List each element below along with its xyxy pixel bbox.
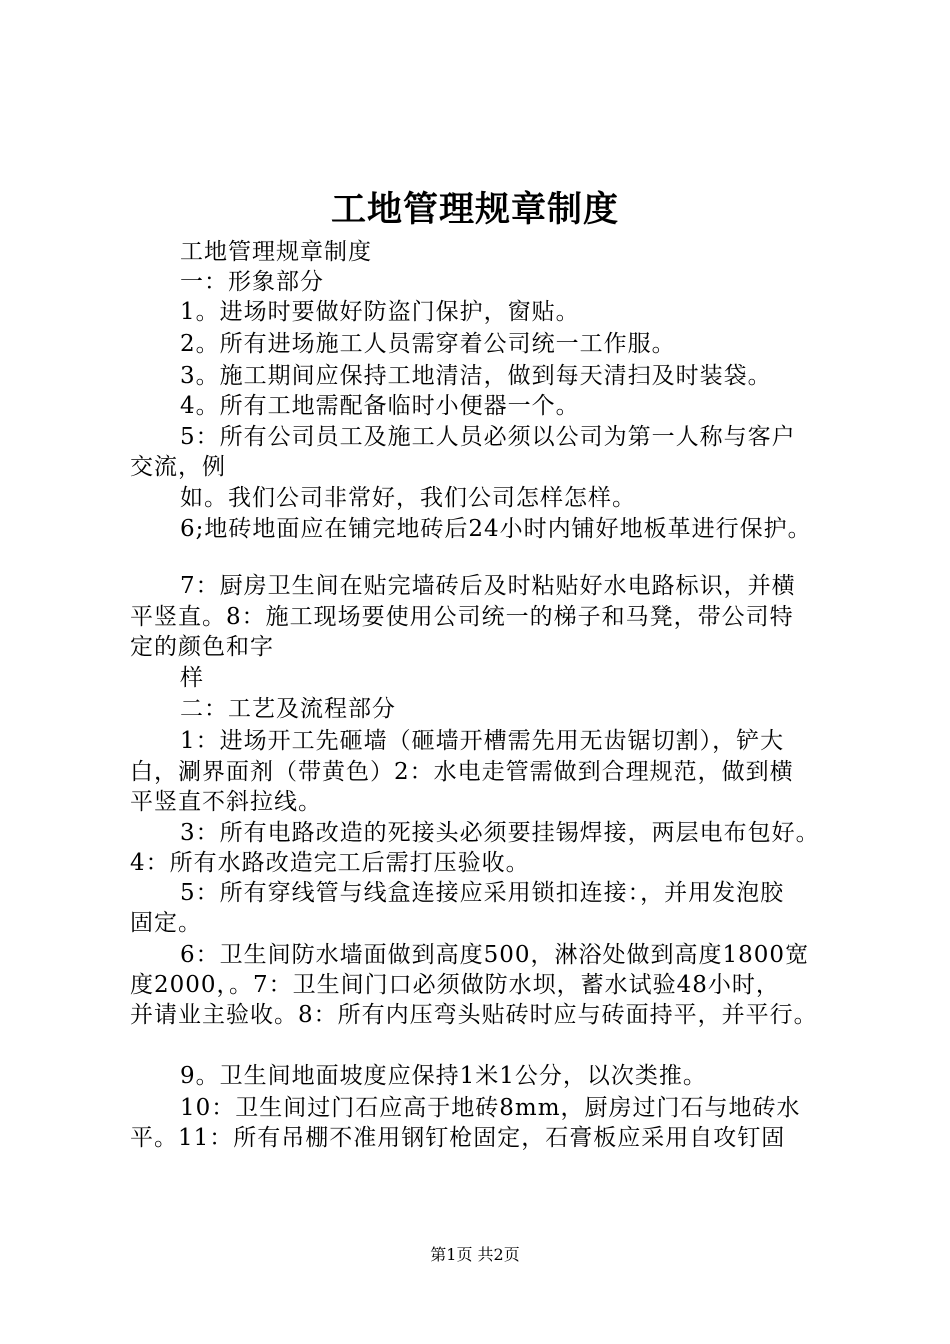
text-line: 1：进场开工先砸墙（砸墙开槽需先用无齿锯切割），铲大: [180, 728, 785, 754]
text-line: 并请业主验收。8：所有内压弯头贴砖时应与砖面持平，并平行。: [130, 1002, 818, 1028]
text-line: 固定。: [130, 910, 202, 936]
text-line: 平竖直不斜拉线。: [130, 789, 322, 815]
text-line: 交流，例: [130, 454, 226, 480]
text-line: 如。我们公司非常好，我们公司怎样怎样。: [180, 485, 636, 511]
text-line: 二：工艺及流程部分: [180, 696, 396, 722]
text-line: 1。进场时要做好防盗门保护，窗贴。: [180, 299, 580, 325]
text-line: 4：所有水路改造完工后需打压验收。: [130, 850, 530, 876]
text-line: 9。卫生间地面坡度应保持1米1公分，以次类推。: [180, 1063, 707, 1089]
text-line: 一：形象部分: [180, 269, 324, 295]
text-line: 平。11：所有吊棚不准用钢钉枪固定，石膏板应采用自攻钉固: [130, 1125, 786, 1151]
text-line: 3：所有电路改造的死接头必须要挂锡焊接，两层电布包好。: [180, 820, 820, 846]
text-line: 白，涮界面剂（带黄色）2：水电走管需做到合理规范，做到横: [130, 759, 794, 785]
text-line: 6;地砖地面应在铺完地砖后24小时内铺好地板革进行保护。: [180, 516, 812, 542]
text-line: 工地管理规章制度: [180, 239, 372, 265]
text-line: 定的颜色和字: [130, 634, 274, 660]
document-title: 工地管理规章制度: [330, 189, 619, 230]
text-line: 度2000，。7：卫生间门口必须做防水坝，蓄水试验48小时，: [130, 972, 780, 998]
text-line: 3。施工期间应保持工地清洁，做到每天清扫及时装袋。: [180, 363, 772, 389]
text-line: 2。所有进场施工人员需穿着公司统一工作服。: [180, 331, 676, 357]
text-line: 6：卫生间防水墙面做到高度500，淋浴处做到高度1800宽: [180, 942, 810, 968]
text-line: 10：卫生间过门石应高于地砖8mm，厨房过门石与地砖水: [180, 1095, 801, 1121]
text-line: 5：所有穿线管与线盒连接应采用锁扣连接：，并用发泡胶: [180, 880, 785, 906]
text-line: 平竖直。8：施工现场要使用公司统一的梯子和马凳，带公司特: [130, 604, 794, 630]
text-line: 样: [180, 665, 204, 691]
page-footer: 第1页 共2页: [430, 1245, 520, 1264]
text-line: 5：所有公司员工及施工人员必须以公司为第一人称与客户: [180, 424, 796, 450]
text-line: 7：厨房卫生间在贴完墙砖后及时粘贴好水电路标识，并横: [180, 573, 796, 599]
text-line: 4。所有工地需配备临时小便器一个。: [180, 393, 580, 419]
